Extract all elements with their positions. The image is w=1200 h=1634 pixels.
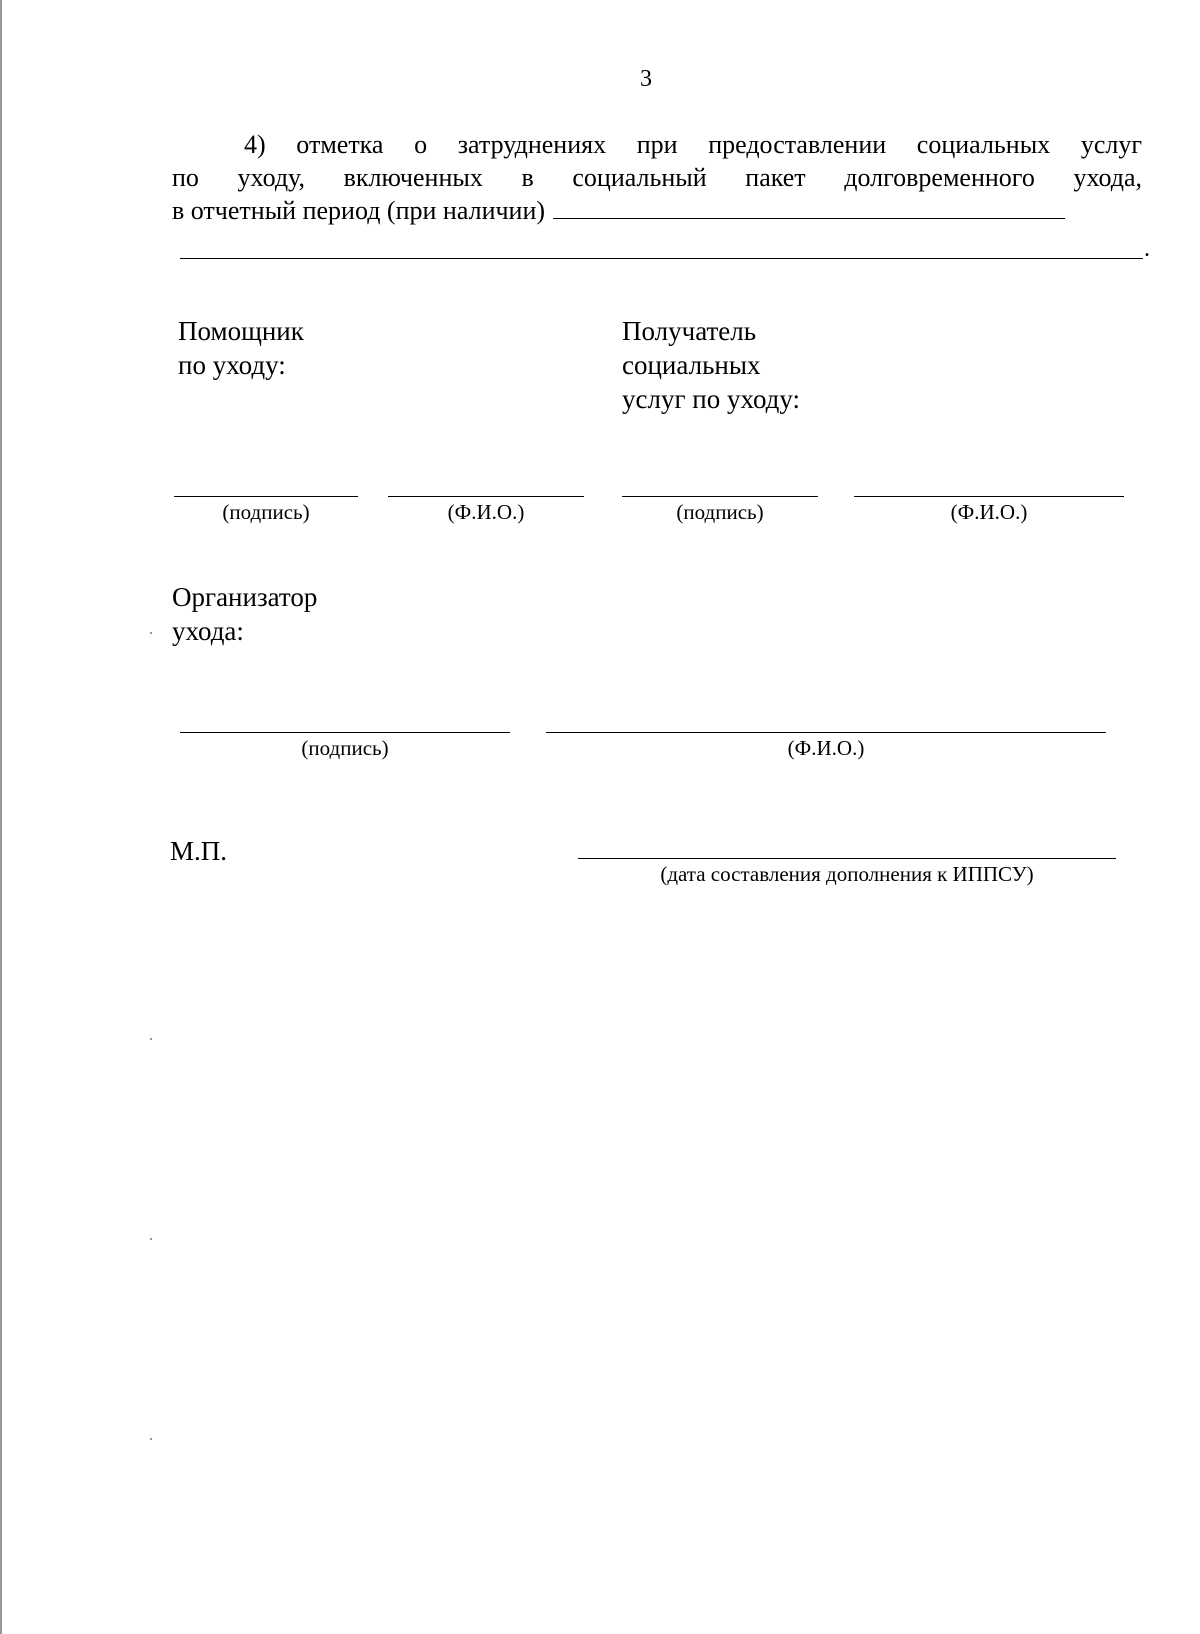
recipient-title-line-1: Получатель bbox=[622, 316, 757, 346]
organizer-title-line-2: ухода: bbox=[172, 616, 244, 646]
assistant-title-line-1: Помощник bbox=[178, 316, 304, 346]
difficulties-blank-line bbox=[553, 194, 1065, 219]
scan-speck bbox=[150, 1438, 152, 1440]
seal-label: М.П. bbox=[170, 836, 228, 866]
paragraph-line-1: 4) отметка о затруднениях при предоставлении социальных услуг bbox=[244, 130, 1142, 159]
organizer-name-line bbox=[546, 732, 1106, 733]
difficulties-blank-line-2 bbox=[180, 258, 1143, 259]
scan-speck bbox=[150, 1038, 152, 1040]
scan-speck bbox=[150, 1238, 152, 1240]
assistant-signature-caption: (подпись) bbox=[222, 500, 310, 524]
organizer-name-caption: (Ф.И.О.) bbox=[787, 736, 865, 760]
recipient-title-line-2: социальных bbox=[622, 350, 761, 380]
recipient-name-line bbox=[854, 496, 1124, 497]
organizer-title-line-1: Организатор bbox=[172, 582, 318, 612]
date-line bbox=[578, 858, 1116, 859]
paragraph-line-3-text: в отчетный период (при наличии) bbox=[172, 196, 546, 225]
scan-edge bbox=[0, 0, 2, 1634]
recipient-signature-line bbox=[622, 496, 818, 497]
recipient-title-line-3: услуг по уходу: bbox=[622, 384, 801, 414]
trailing-dot: . bbox=[1144, 236, 1150, 262]
date-caption: (дата составления дополнения к ИППСУ) bbox=[660, 862, 1034, 886]
paragraph-line-3 bbox=[172, 194, 1142, 227]
organizer-signature-caption: (подпись) bbox=[301, 736, 389, 760]
recipient-name-caption: (Ф.И.О.) bbox=[950, 500, 1028, 524]
assistant-title-line-2: по уходу: bbox=[178, 350, 286, 380]
difficulties-paragraph bbox=[172, 128, 1142, 227]
assistant-signature-line bbox=[174, 496, 358, 497]
paragraph-line-2: по уходу, включенных в социальный пакет долговременного ухода, bbox=[172, 163, 1142, 192]
organizer-signature-line bbox=[180, 732, 510, 733]
assistant-name-caption: (Ф.И.О.) bbox=[447, 500, 525, 524]
recipient-signature-caption: (подпись) bbox=[676, 500, 764, 524]
scan-speck bbox=[150, 632, 152, 634]
assistant-name-line bbox=[388, 496, 584, 497]
page-number: 3 bbox=[640, 66, 652, 92]
